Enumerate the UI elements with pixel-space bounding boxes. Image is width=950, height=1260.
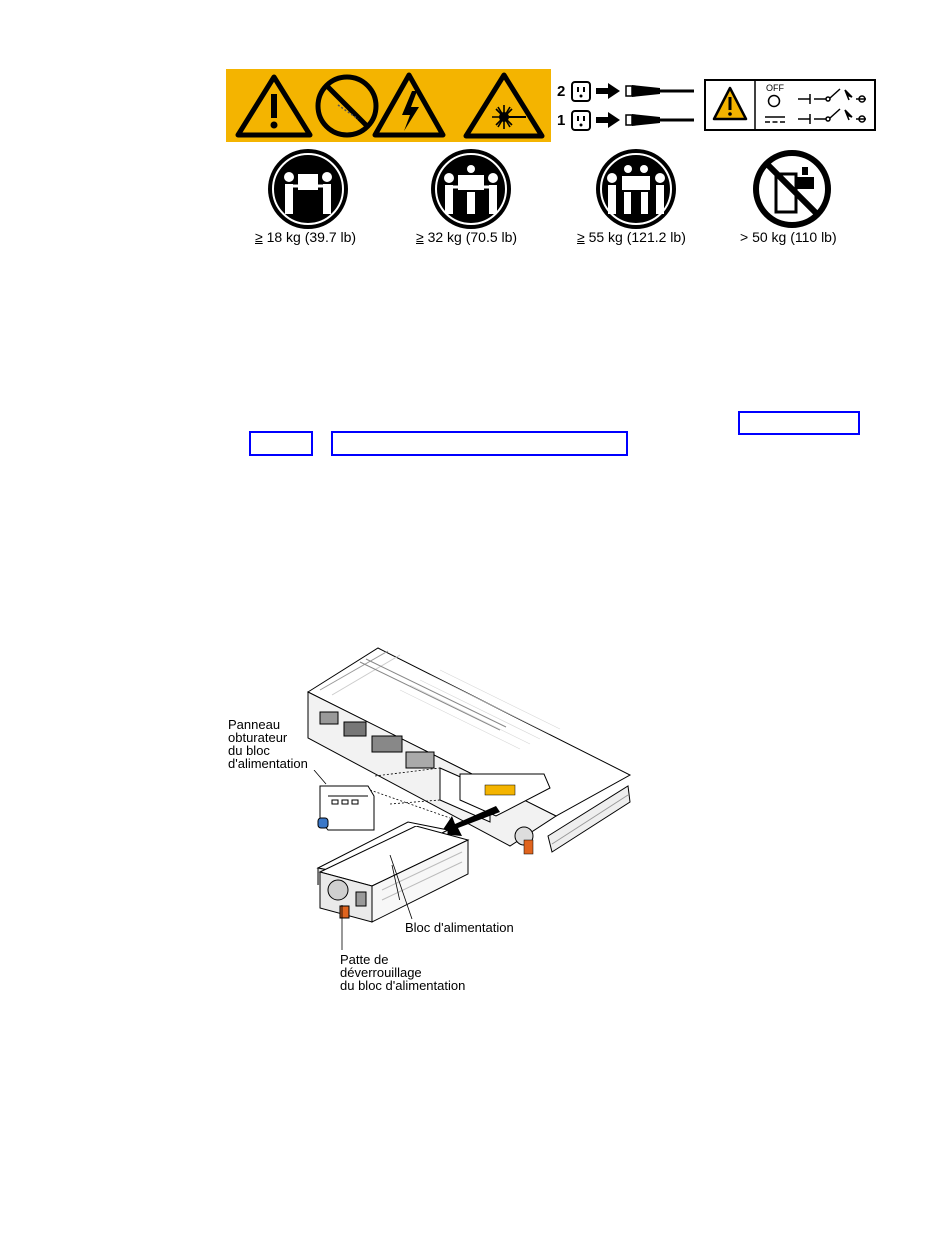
- cord-1-number: 1: [557, 112, 566, 129]
- arrow-right-icon: [596, 112, 620, 128]
- dc-symbol-icon: [765, 117, 785, 122]
- greater-equal-symbol: ≥: [416, 229, 424, 245]
- caution-triangle-icon: [714, 88, 746, 119]
- cord-2-number: 2: [557, 83, 566, 100]
- hazard-symbols: [226, 69, 551, 142]
- power-supply-caption: Bloc d'alimentation: [405, 920, 514, 935]
- lift-weight-label: [577, 229, 686, 245]
- outlet-icon: [572, 82, 590, 101]
- greater-equal-symbol: ≥: [255, 229, 263, 245]
- off-label: OFF: [766, 83, 784, 93]
- weight-value: 18 kg (39.7 lb): [262, 229, 357, 245]
- cross-reference-link[interactable]: [331, 431, 628, 456]
- off-circle-icon: [769, 96, 780, 107]
- warning-strip: [226, 69, 551, 142]
- outlet-icon: [572, 111, 590, 130]
- weight-value: 32 kg (70.5 lb): [423, 229, 518, 245]
- greater-equal-symbol: ≥: [577, 229, 585, 245]
- no-stack-weight-label: > 50 kg (110 lb): [740, 229, 837, 245]
- four-person-lift-icon: [595, 148, 677, 230]
- lift-weight-label: [255, 229, 356, 245]
- power-cords-diagram: [556, 80, 698, 135]
- plug-icon: [626, 114, 694, 126]
- filler-panel-caption: Panneau obturateur du bloc d'alimentation: [228, 717, 308, 771]
- power-cord-icons: [556, 80, 698, 135]
- cross-reference-link[interactable]: [738, 411, 860, 435]
- no-stacking-icon: [751, 148, 833, 230]
- three-person-lift-icon: [430, 148, 512, 230]
- lift-weight-label: [416, 229, 517, 245]
- weight-value: 55 kg (121.2 lb): [584, 229, 686, 245]
- plug-icon: [626, 85, 694, 97]
- release-tab-caption: Patte de déverrouillage du bloc d'alimentation: [340, 952, 466, 993]
- leader-lines: [388, 855, 428, 925]
- cross-reference-link[interactable]: [249, 431, 313, 456]
- switch-icon: [798, 109, 866, 124]
- two-person-lift-icon: [267, 148, 349, 230]
- arrow-right-icon: [596, 83, 620, 99]
- power-off-symbols: [706, 81, 874, 129]
- power-off-label: [704, 79, 876, 131]
- switch-icon: [798, 89, 866, 104]
